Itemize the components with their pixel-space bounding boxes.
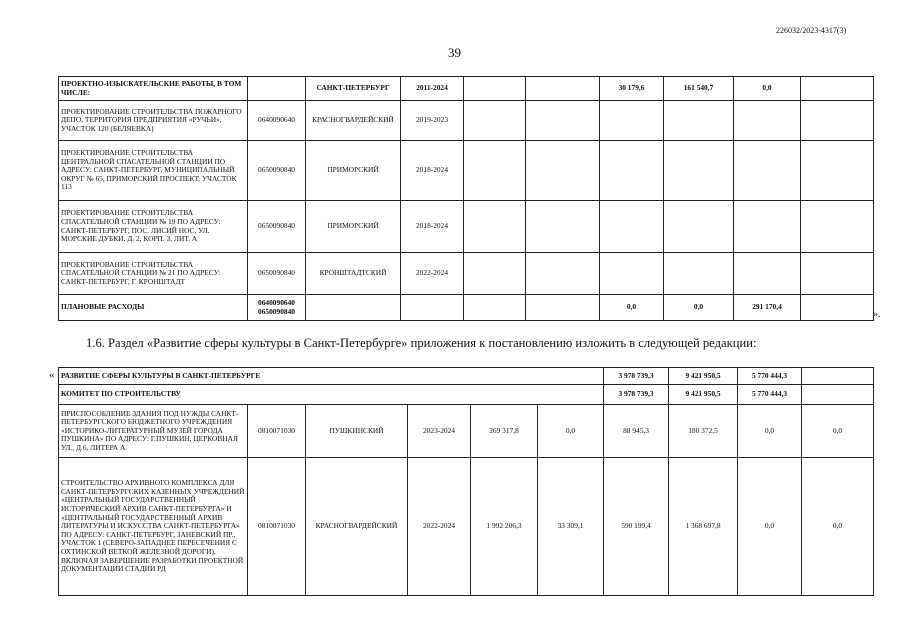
table-cell [734,141,801,201]
table-cell: 291 170,4 [734,295,801,321]
infrastructure-table [58,76,874,321]
page-number: 39 [448,45,461,60]
table-cell [526,101,600,141]
opening-quote: « [49,369,55,381]
table-cell [801,77,874,101]
table-cell [801,101,874,141]
table-cell [801,295,874,321]
table-cell [464,101,526,141]
table-cell: ПУШКИНСКИЙ [306,405,408,458]
table-cell: 180 372,5 [669,405,738,458]
table-cell [600,201,664,253]
table-cell [464,201,526,253]
table-cell [401,295,464,321]
table-row [59,141,874,201]
table-cell: 2018-2024 [401,201,464,253]
table-cell: 2022-2024 [408,458,471,596]
table-cell: 5 770 444,3 [738,385,802,405]
table-cell: 88 945,3 [604,405,669,458]
table-cell [526,295,600,321]
table-cell: 33 309,1 [538,458,604,596]
table-cell: КРАСНОГВАРДЕЙСКИЙ [306,101,401,141]
table-cell: 2022-2024 [401,253,464,295]
table-row [59,295,874,321]
table-cell: 0650090840 [248,201,306,253]
table-cell [600,101,664,141]
table-cell [801,253,874,295]
table-cell: 0650090840 [248,141,306,201]
table-cell: 3 978 739,3 [604,385,669,405]
table-cell: СТРОИТЕЛЬСТВО АРХИВНОГО КОМПЛЕКСА ДЛЯ САНКТ-ПЕТЕРБУРГСКИХ КАЗЕННЫХ УЧРЕЖДЕНИЙ «ЦЕНТРАЛЬНЫЙ ГОСУДАРСТВЕННЫЙ ИСТОРИЧЕСКИЙ АРХИВ САНКТ-ПЕТЕРБУРГА» И «ЦЕНТРАЛЬНЫЙ ГОСУДАРСТВЕННЫЙ АРХИВ ЛИТЕРАТУРЫ И ИСКУССТВА САНКТ-ПЕТЕРБУРГА» ПО АДРЕСУ: САНКТ-ПЕТЕРБУРГ, ЗАНЕВСКИЙ ПР., УЧАСТОК 1 (СЕВЕРО-ЗАПАДНЕЕ ПЕРЕСЕЧЕНИЯ С ОХТИНСКОЙ ВЕТКОЙ ЖЕЛЕЗНОЙ ДОРОГИ), ВКЛЮЧАЯ ЗАВЕРШЕНИЕ РАЗРАБОТКИ ПРОЕКТНОЙ ДОКУМЕНТАЦИИ СТАДИИ РД [59,458,248,596]
table-cell: 2011-2024 [401,77,464,101]
closing-quote: ». [873,309,881,320]
table-cell [464,141,526,201]
table-row [59,368,874,385]
table-cell: 0,0 [738,458,802,596]
table-row [59,253,874,295]
table-cell [664,101,734,141]
table-cell: КРАСНОГВАРДЕЙСКИЙ [306,458,408,596]
table-cell: 0,0 [664,295,734,321]
table-cell [802,385,874,405]
table-cell [526,77,600,101]
table-cell: 30 179,6 [600,77,664,101]
table-row [59,201,874,253]
table-row [59,458,874,596]
table-cell [802,368,874,385]
table-cell: 2018-2024 [401,141,464,201]
table-cell: КОМИТЕТ ПО СТРОИТЕЛЬСТВУ [59,385,604,405]
table-cell: 0650090840 [248,253,306,295]
table-cell [801,201,874,253]
table-cell [464,253,526,295]
table-cell [248,295,306,321]
table-cell: 161 540,7 [664,77,734,101]
table-cell: ПРОЕКТИРОВАНИЕ СТРОИТЕЛЬСТВА СПАСАТЕЛЬНОЙ СТАНЦИИ № 21 ПО АДРЕСУ: САНКТ-ПЕТЕРБУРГ, Г. КРОНШТАДТ [59,253,248,295]
table-cell [464,77,526,101]
table-cell [664,141,734,201]
table-cell: 0,0 [538,405,604,458]
table-cell [600,141,664,201]
table-cell: 0640090640 [248,101,306,141]
table-cell: ПРОЕКТНО-ИЗЫСКАТЕЛЬСКИЕ РАБОТЫ, В ТОМ ЧИСЛЕ: [59,77,248,101]
table-cell: 0810071030 [248,405,306,458]
table-cell: ПРИМОРСКИЙ [306,201,401,253]
total-code: 0650090840 [258,306,295,316]
table-cell: ПЛАНОВЫЕ РАСХОДЫ [59,295,248,321]
table-cell [734,253,801,295]
table-cell: РАЗВИТИЕ СФЕРЫ КУЛЬТУРЫ В САНКТ-ПЕТЕРБУРГЕ [59,368,604,385]
total-code: 0640090640 [258,297,295,307]
table-cell: 2023-2024 [408,405,471,458]
table-cell: 0,0 [802,458,874,596]
section-heading: 1.6. Раздел «Развитие сферы культуры в Санкт-Петербурге» приложения к постановлению изложить в следующей редакции: [86,336,757,350]
table-cell: ПРИМОРСКИЙ [306,141,401,201]
table-cell [464,295,526,321]
table-cell [306,295,401,321]
table-cell [734,101,801,141]
table-row [59,101,874,141]
table-row [59,77,874,101]
table-cell: 0,0 [802,405,874,458]
table-cell: 2019-2023 [401,101,464,141]
table-cell: 1 368 697,8 [669,458,738,596]
table-cell: 0810071030 [248,458,306,596]
table-cell [600,253,664,295]
table-cell [664,253,734,295]
table-cell [734,201,801,253]
table-cell [801,141,874,201]
table-cell: ПРОЕКТИРОВАНИЕ СТРОИТЕЛЬСТВА ПОЖАРНОГО ДЕПО, ТЕРРИТОРИЯ ПРЕДПРИЯТИЯ «РУЧЬИ», УЧАСТОК 120 (БЕЛЯЕВКА) [59,101,248,141]
table-cell: ПРОЕКТИРОВАНИЕ СТРОИТЕЛЬСТВА ЦЕНТРАЛЬНОЙ СПАСАТЕЛЬНОЙ СТАНЦИИ ПО АДРЕСУ: САНКТ-ПЕТЕРБУРГ, МУНИЦИПАЛЬНЫЙ ОКРУГ № 65, ПРИМОРСКИЙ ПРОСПЕКТ, УЧАСТОК 113 [59,141,248,201]
table-cell: 0,0 [600,295,664,321]
table-cell [526,141,600,201]
table-cell [664,201,734,253]
table-cell: ПРИСПОСОБЛЕНИЕ ЗДАНИЯ ПОД НУЖДЫ САНКТ-ПЕТЕРБУРГСКОГО БЮДЖЕТНОГО УЧРЕЖДЕНИЯ «ИСТОРИКО-ЛИТЕРАТУРНЫЙ МУЗЕЙ ГОРОДА ПУШКИНА» ПО АДРЕСУ: Г.ПУШКИН, ЦЕРКОВНАЯ УЛ., Д.6, ЛИТЕРА А [59,405,248,458]
table-cell [248,77,306,101]
table-cell: 0,0 [734,77,801,101]
table-cell: 9 421 950,5 [669,368,738,385]
table-cell [526,253,600,295]
table-cell: 1 992 206,3 [471,458,538,596]
table-cell: ПРОЕКТИРОВАНИЕ СТРОИТЕЛЬСТВА СПАСАТЕЛЬНОЙ СТАНЦИИ № 19 ПО АДРЕСУ: САНКТ-ПЕТЕРБУРГ, ПОС. ЛИСИЙ НОС, УЛ. МОРСКИЕ ДУБКИ, Д. 2, КОРП. 3, ЛИТ. А [59,201,248,253]
table-cell: 9 421 950,5 [669,385,738,405]
table-cell: 590 199,4 [604,458,669,596]
culture-table [58,367,874,596]
table-row [59,385,874,405]
table-cell: 5 770 444,3 [738,368,802,385]
table-cell: КРОНШТАДТСКИЙ [306,253,401,295]
table-cell: 0,0 [738,405,802,458]
table-cell [526,201,600,253]
table-cell: 269 317,8 [471,405,538,458]
document-number: 226032/2023-4317(3) [776,26,847,35]
table-cell: САНКТ-ПЕТЕРБУРГ [306,77,401,101]
table-row [59,405,874,458]
table-cell: 3 978 739,3 [604,368,669,385]
